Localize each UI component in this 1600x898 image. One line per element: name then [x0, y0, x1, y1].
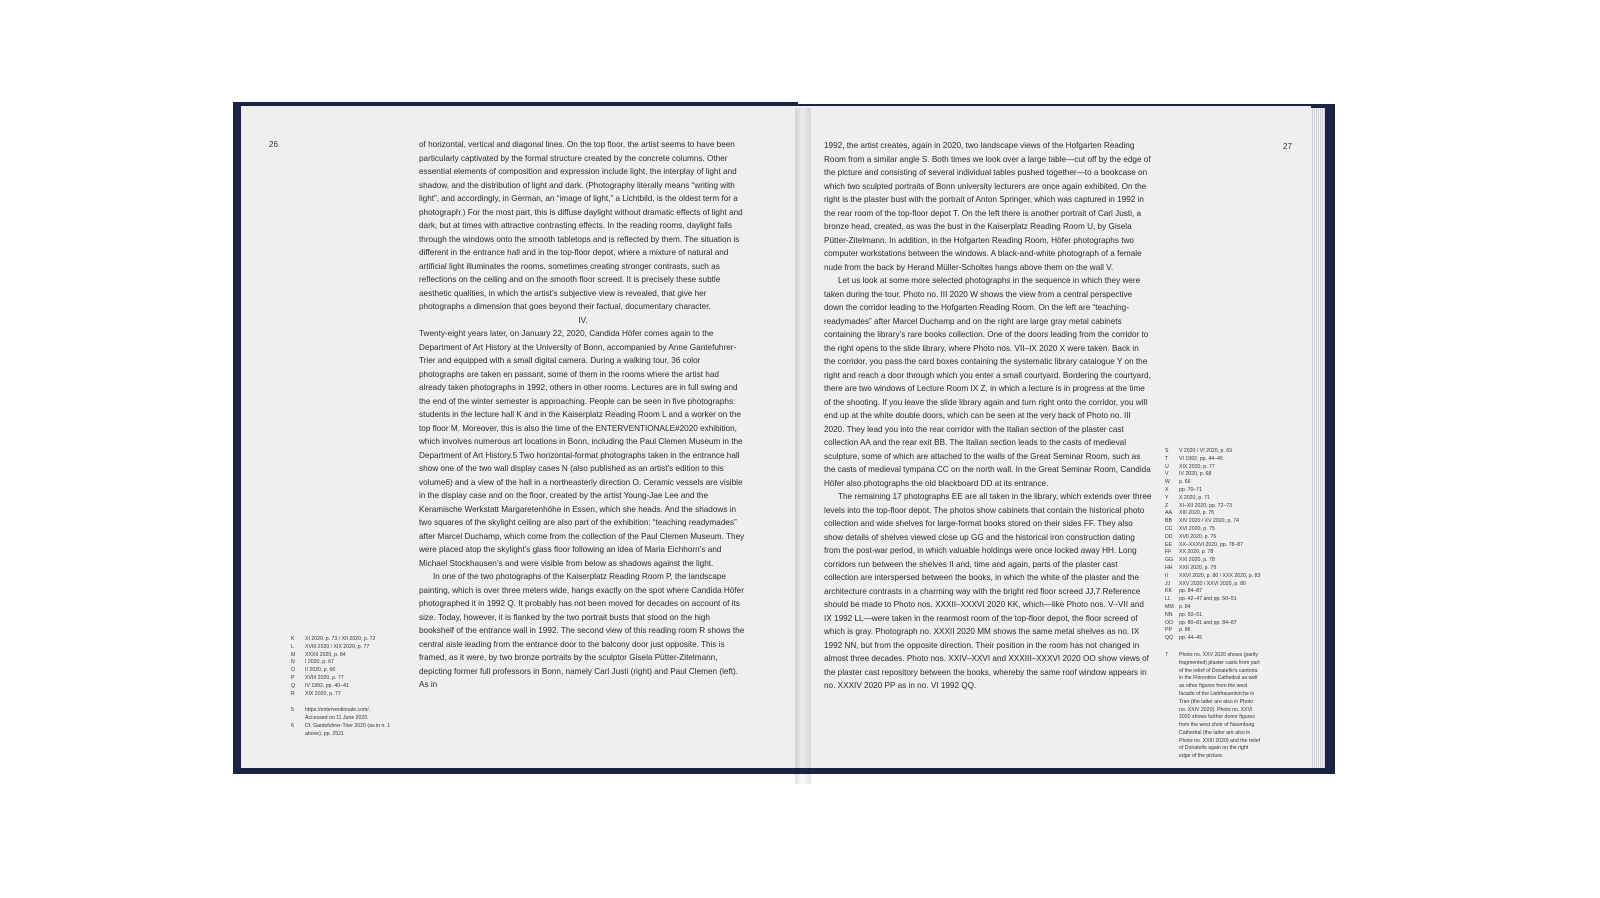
note-value: XVIII 2020 / XIX 2020, p. 77	[305, 643, 370, 650]
note-row	[291, 667, 391, 675]
page-number: 27	[1283, 142, 1292, 151]
note-row	[1165, 596, 1261, 604]
note-key: Y	[1165, 494, 1169, 501]
footnote-row	[291, 723, 391, 739]
note-row	[291, 636, 391, 644]
right-body-text	[824, 139, 1152, 693]
note-key: L	[291, 643, 294, 650]
note-row	[291, 652, 391, 660]
note-value: XIV 2020 / XV 2020, p. 74	[1179, 518, 1239, 525]
note-key: LL	[1165, 596, 1171, 603]
note-row	[1165, 510, 1261, 518]
note-value: pp. 70–71	[1179, 486, 1203, 493]
note-key: GG	[1165, 557, 1174, 564]
note-key: NN	[1165, 611, 1173, 618]
note-row	[1165, 612, 1261, 620]
note-row	[1165, 526, 1261, 534]
note-key: II	[1165, 572, 1168, 579]
note-key: S	[1165, 448, 1169, 454]
note-row	[1165, 534, 1261, 542]
note-key: W	[1165, 479, 1170, 486]
note-value: XX–XXXVI 2020, pp. 78–87	[1179, 541, 1244, 548]
note-key: T	[1165, 455, 1169, 462]
note-key: Z	[1165, 502, 1169, 509]
note-value: IV 2020, p. 68	[1179, 471, 1212, 478]
note-value: XXI 2020, p. 78	[1179, 557, 1215, 564]
left-body-text	[419, 138, 747, 692]
left-marginal-notes	[291, 636, 391, 739]
paragraph: The remaining 17 photographs EE are all taken in the library, which extends over three levels into the top-floor depot. The photos show cabinets that contain the historical photo collection and wide shelves for large-format books stored on their sides FF. They also show details of shelves viewed close up GG and the historical iron construction dating from the post-war period, in which valuable holdings were once locked away HH. Long corridors run between the shelves II and, time and again, parts of the plaster cast collection are interspersed between the books, in which the white of the plaster and the architecture contrasts in a charming way with the bright red floor screed JJ,7 Reference should be made to Photo nos. XXXII–XXXVI 2020 KK, which—like Photo nos. V–VII and IX 1992 LL—were taken in the rearmost room of the top-floor depot, the floor screed of which is gray. Photograph no. XXXII 2020 MM shows the same metal shelves as no. IX 1992 NN, but from the opposite direction. Their position in the room has not changed in almost three decades. Photo nos. XXIV–XXVI and XXXIII–XXXVI 2020 OO show views of the plaster cast repository between the books, whereby the same roof window appears in no. XXXIV 2020 PP as in no. VI 1992 QQ.	[824, 492, 1152, 690]
page-number: 26	[269, 140, 278, 149]
page-edge-stack	[1311, 108, 1325, 768]
note-value: XI–XII 2020, pp. 72–73	[1179, 502, 1233, 509]
note-value: XX 2020, p. 78	[1179, 549, 1214, 556]
footnote-row	[1165, 652, 1261, 761]
note-row	[1165, 518, 1261, 526]
note-row	[1165, 487, 1261, 495]
note-value: XXV 2020 / XXVI 2020, p. 80	[1179, 580, 1246, 587]
footnote-row	[291, 707, 391, 723]
note-value: pp. 42–47 and pp. 50–51	[1179, 596, 1237, 603]
note-row	[291, 659, 391, 667]
right-marginal-notes	[1165, 448, 1261, 761]
note-key: JJ	[1165, 580, 1171, 587]
note-row	[1165, 495, 1261, 503]
note-value: XXXII 2020, p. 84	[305, 651, 346, 658]
note-row	[1165, 542, 1261, 550]
footnote-key: 7	[1165, 651, 1168, 658]
footnote-key: 5	[291, 707, 294, 714]
note-key: HH	[1165, 564, 1173, 571]
note-value: XXVI 2020, p. 80 / XXX 2020, p. 83	[1179, 572, 1261, 579]
note-key: X	[1165, 486, 1169, 493]
note-key: EE	[1165, 541, 1172, 548]
note-value: XVIII 2020, p. 77	[305, 674, 344, 681]
note-key: M	[291, 651, 296, 658]
note-key: MM	[1165, 603, 1174, 610]
right-page	[797, 106, 1311, 768]
note-row	[1165, 620, 1261, 628]
note-value: V 2020 / VI 2020, p. 69	[1179, 448, 1233, 454]
note-key: OO	[1165, 619, 1174, 626]
paragraph: Let us look at some more selected photographs in the sequence in which they were taken during the tour. Photo no. III 2020 W shows the view from a central perspective down the corridor leading to the Hofgarten Reading Room. On the left are “teaching-readymades” after Marcel Duchamp and on the right are large gray metal cabinets containing the library’s rare books collection. One of the doors leading from the corridor to the right opens to the slide library, where Photo nos. VII–IX 2020 X were taken. Back in the corridor, you pass the card boxes containing the systematic library catalogue Y on the right and reach a door through which you enter a small courtyard. Bordering the courtyard, there are two windows of Lecture Room IX Z, in which a lecture is in progress at the time of the shooting. If you leave the slide library again and turn right onto the corridor, you will end up at the white double doors, which can be seen at the very back of Photo no. III 2020. They lead you into the rear corridor with the Italian section of the plaster cast collection AA and the rear exit BB. The Italian section leads to the casts of medieval sculpture, some of which are attached to the walls of the Great Seminar Room, such as the casts of medieval tympana CC on the north wall. In the Great Seminar Room, Candida Höfer also photographs the old blackboard DD at its entrance.	[824, 276, 1151, 488]
note-row	[1165, 627, 1261, 635]
note-key: Q	[291, 682, 296, 689]
note-value: p. 86	[1179, 627, 1191, 634]
note-key: FF	[1165, 549, 1172, 556]
note-value: X 2020, p. 71	[1179, 494, 1210, 501]
note-row	[291, 675, 391, 683]
note-value: pp. 44–45	[1179, 635, 1203, 642]
note-key: AA	[1165, 510, 1172, 517]
note-row	[1165, 464, 1261, 472]
paragraph: 1992, the artist creates, again in 2020, two landscape views of the Hofgarten Reading Room from a similar angle S. Both times we look over a large table—cut off by the edge of the picture and consisting of several individual tables pushed together—to a bookcase on which two sculpted portraits of Bonn university lecturers are once again exhibited. On the right is the plaster bust with the portrait of Anton Springer, which was captured in 1992 in the rear room of the top-floor depot T. On the left there is another portrait of Carl Justi, a bronze head, created, as was the bust in the Kaiserplatz Reading Room U, by Gisela Pütter-Zitelmann. In addition, in the Hofgarten Reading Room, Höfer photographs two computer workstations between the windows. A black-and-white photograph of a female nude from the back by Herand Müller-Scholtes hangs above them on the wall V.	[824, 141, 1151, 272]
note-key: KK	[1165, 588, 1172, 595]
note-row	[1165, 471, 1261, 479]
note-key: K	[291, 636, 295, 642]
note-value: XIII 2020, p. 75	[1179, 510, 1215, 517]
note-key: QQ	[1165, 635, 1174, 642]
note-value: I 2020, p. 67	[305, 659, 334, 666]
note-value: XVI 2020, p. 75	[1179, 525, 1215, 532]
note-value: II 2020, p. 66	[305, 667, 336, 674]
footnote-text: Photo no. XXV 2020 shows (partly fragmented) plaster casts from part of the relief of Donatello’s cantoria in the Florentine Cathedral as well as other figures from the west facade of the Liebfrauenkirche in Trier (the latter are also in Photo no. XXIV 2020). Photo no. XXVI 2020 shows further donor figures from the west choir of Naumburg Cathedral (the latter are also in Photo no. XXIII 2020) and the relief of Donatello again on the right edge of the picture.	[1179, 651, 1261, 760]
note-row	[1165, 573, 1261, 581]
note-value: pp. 84–87	[1179, 588, 1203, 595]
paragraph: Twenty-eight years later, on January 22, 2020, Candida Höfer comes again to the Department of Art History at the University of Bonn, accompanied by Anne Gantefuhrer-Trier and equipped with a small digital camera. During a walking tour, 36 color photographs are taken en passant, some of them in the rooms where the artist had already taken photographs in 1992, others in other rooms. Lectures are in full swing and the end of the winter semester is approaching. People can be seen in five photographs: students in the lecture hall K and in the Kaiserplatz Reading Room L and a worker on the top floor M. Moreover, this is also the time of the ENTERVENTIONALE#2020 exhibition, which involves numerous art locations in Bonn, including the Paul Clemen Museum in the Department of Art History.5 Two horizontal-format photographs taken in the entrance hall show one of the two wall display cases N (also published as an artist’s edition to this volume6) and a view of the hall in a northeasterly direction O. Ceramic vessels are visible in the display case and on the floor, created by the artist Young-Jae Lee and the Keramische Werkstatt Margaretenhöhe in Essen, which she heads. And the shadows in two squares of the skylight ceiling are also part of the exhibition: “teaching readymades” after Marcel Duchamp, which come from the collection of the Paul Clemen Museum. They were placed atop the skylight’s glass floor following an idea of Maria Eichhorn’s and Michael Stockhausen’s and were visible from below as shadows against the light.	[419, 329, 745, 568]
note-value: pp. 50–51	[1179, 611, 1203, 618]
note-value: p. 84	[1179, 603, 1191, 610]
note-row	[1165, 565, 1261, 573]
footnote-text: https://enterventionale.com/. Accessed on 11 June 2020.	[305, 707, 371, 722]
note-key: R	[291, 690, 295, 697]
note-row	[1165, 503, 1261, 511]
note-key: U	[1165, 463, 1169, 470]
note-key: BB	[1165, 518, 1172, 525]
note-row	[291, 683, 391, 691]
note-value: VI 1992, pp. 44–45	[1179, 455, 1223, 462]
note-row	[1165, 448, 1261, 456]
note-value: XVII 2020, p. 76	[1179, 533, 1217, 540]
note-row	[1165, 588, 1261, 596]
note-row	[1165, 635, 1261, 643]
note-value: XI 2020, p. 73 / XII 2020, p. 72	[305, 636, 376, 642]
note-key: N	[291, 659, 295, 666]
note-row	[1165, 456, 1261, 464]
note-row	[1165, 581, 1261, 589]
paragraph: In one of the two photographs of the Kaiserplatz Reading Room P, the landscape painting, which is over three meters wide, hangs exactly on the spot where Candida Höfer photographed it in 1992 Q. It probably has not been moved for decades on account of its size. Today, however, it is flanked by the two portrait busts that stood on the high bookshelf of the entrance wall in 1992. The second view of this reading room R shows the central aisle leading from the entrance door to the balcony door just opposite. This is framed, as it were, by two bronze portraits by the sculptor Gisela Pütter-Zitelmann, depicting former full professors in Bonn, namely Carl Justi (right) and Paul Clemen (left). As in	[419, 572, 745, 689]
note-key: DD	[1165, 533, 1173, 540]
note-key: V	[1165, 471, 1169, 478]
note-value: XIX 2020, p. 77	[305, 690, 341, 697]
note-value: pp. 80–81 and pp. 84–87	[1179, 619, 1237, 626]
note-row	[1165, 549, 1261, 557]
left-page	[241, 106, 797, 768]
book-gutter	[795, 108, 811, 784]
note-value: XXII 2020, p. 79	[1179, 564, 1217, 571]
note-row	[291, 691, 391, 699]
note-key: O	[291, 667, 296, 674]
note-value: XIX 2020, p. 77	[1179, 463, 1215, 470]
note-row	[1165, 479, 1261, 487]
note-key: CC	[1165, 525, 1173, 532]
footnote-text: Cf. Gantefuhrer-Trier 2020 (as in n. 1 above), pp. 2521	[305, 722, 391, 737]
note-value: p. 66	[1179, 479, 1191, 486]
paragraph: of horizontal, vertical and diagonal lines. On the top floor, the artist seems to have been particularly captivated by the formal structure created by the concrete columns. Other essential elements of composition and expression include light, the interplay of light and shadow, and the distribution of light and dark. (Photography literally means “writing with light”, and accordingly, in German, an “image of light,” a Lichtbild, is the oldest term for a photograph.) For the most part, this is diffuse daylight without dramatic effects of light and dark, but at times with attractive contrasting effects. In the reading rooms, daylight falls through the windows onto the smooth tabletops and is reflected by them. The situation is different in the entrance hall and in the top-floor depot, where a mixture of natural and artificial light illuminates the rooms, sometimes creating stronger contrasts, such as reflections on the ceiling and on the smooth floor screed. It is precisely these subtle aesthetic qualities, in which the artist’s subjective view is revealed, that give her photographs a dimension that goes beyond their factual, documentary character.	[419, 140, 743, 311]
note-row	[1165, 604, 1261, 612]
note-row	[1165, 557, 1261, 565]
section-heading: IV.	[578, 315, 588, 325]
footnote-key: 6	[291, 722, 294, 729]
note-value: IV 1992, pp. 40–41	[305, 682, 349, 689]
note-key: P	[291, 674, 295, 681]
note-row	[291, 644, 391, 652]
note-key: PP	[1165, 627, 1172, 634]
